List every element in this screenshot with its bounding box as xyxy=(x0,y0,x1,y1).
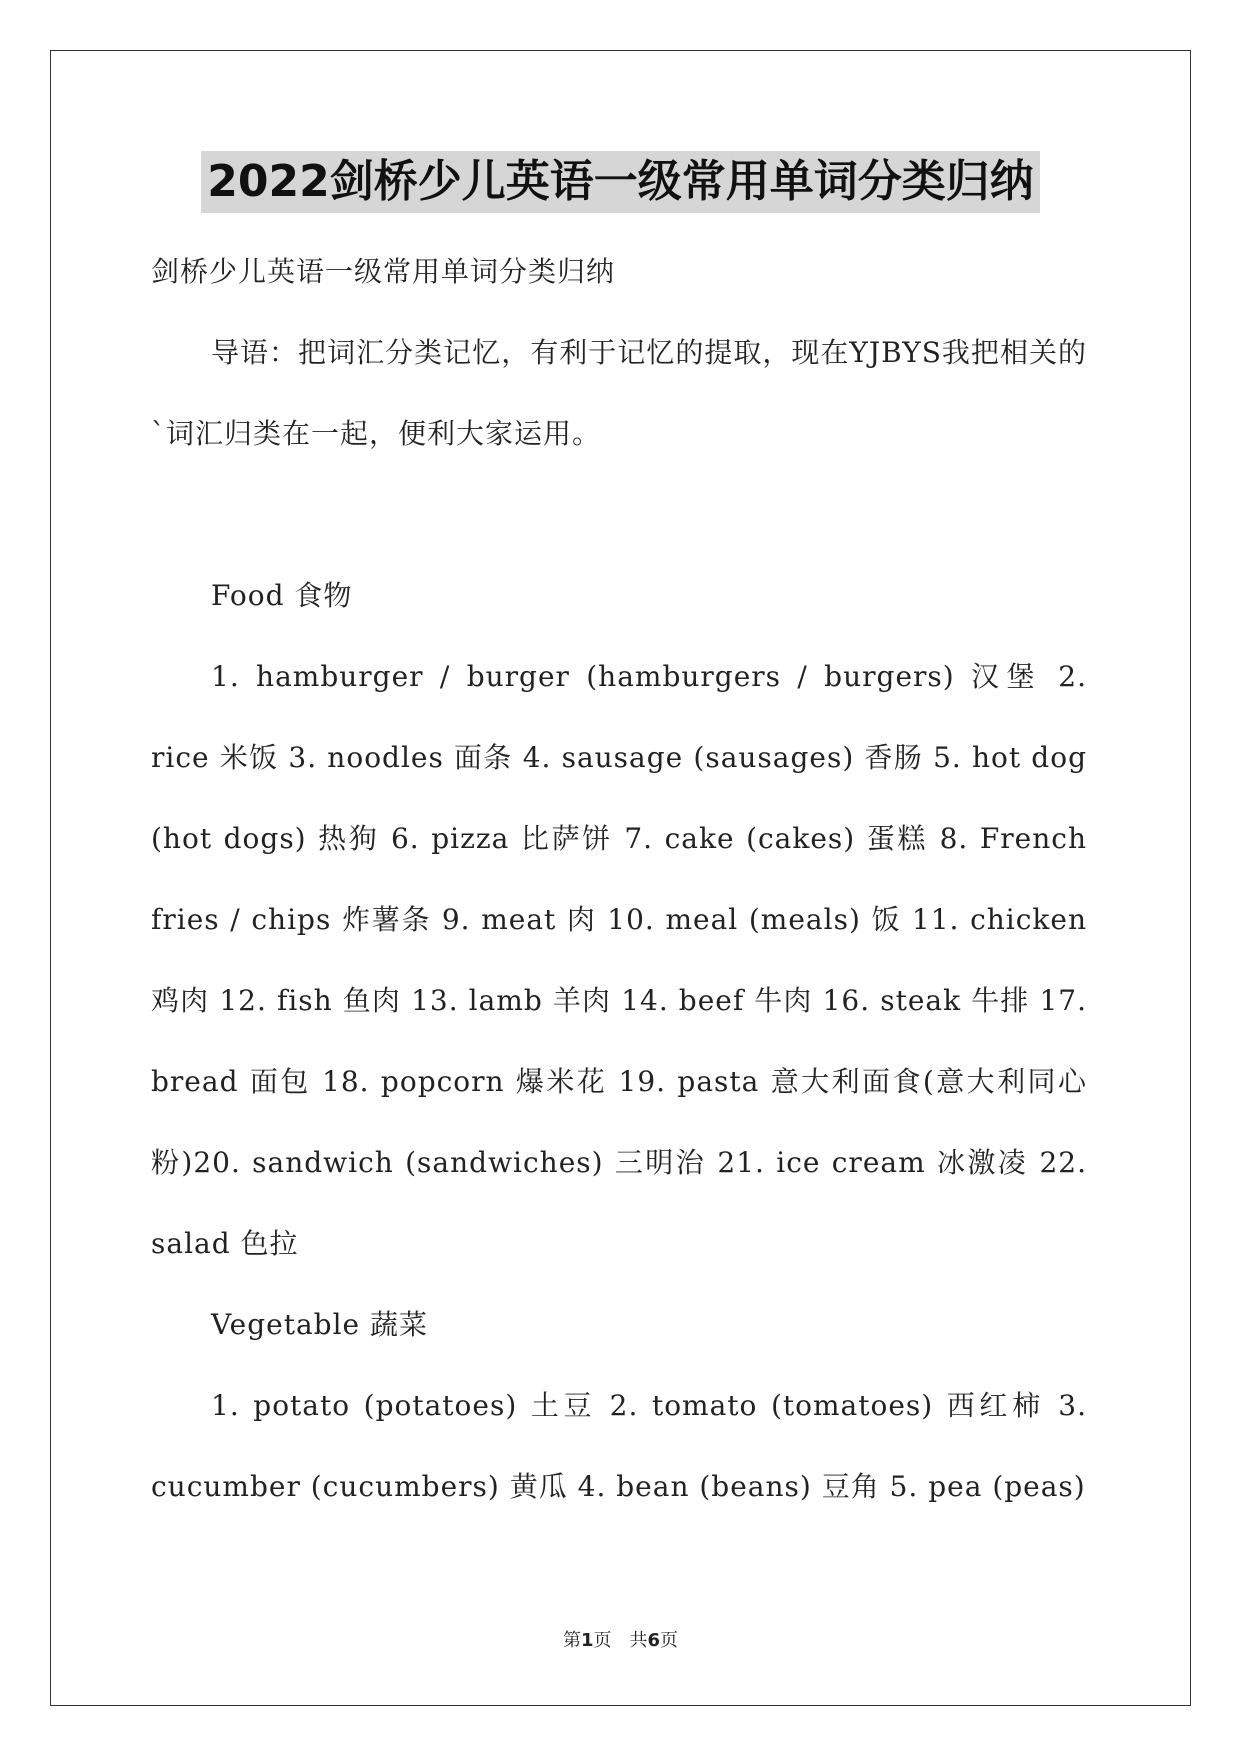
page-footer xyxy=(51,1626,1190,1652)
title-wrap xyxy=(51,151,1190,213)
footer-suffix: 页 xyxy=(660,1630,679,1651)
vegetable-paragraph: 1. potato (potatoes) 土豆 2. tomato (tomatoes) 西红柿 3. cucumber (cucumbers) 黄瓜 4. bean (beans) 豆角 5. pea (peas) xyxy=(151,1389,1087,1503)
footer-prefix: 第 xyxy=(562,1630,581,1651)
footer-middle: 页 共 xyxy=(593,1630,648,1651)
footer-total-pages: 6 xyxy=(647,1630,661,1651)
document-body xyxy=(151,231,1087,1527)
food-paragraph: 1. hamburger / burger (hamburgers / burgers) 汉堡 2. rice 米饭 3. noodles 面条 4. sausage (sausages) 香肠 5. hot dog (hot dogs) 热狗 6. pizza 比萨饼 7. cake (cakes) 蛋糕 8. French fries / chips 炸薯条 9. meat 肉 10. meal (meals) 饭 11. chicken 鸡肉 12. fish 鱼肉 13. lamb 羊肉 14. beef 牛肉 16. steak 牛排 17. bread 面包 18. popcorn 爆米花 19. pasta 意大利面食(意大利同心粉)20. sandwich (sandwiches) 三明治 21. ice cream 冰激凌 22. salad 色拉 xyxy=(151,660,1087,1260)
vegetable-heading: Vegetable 蔬菜 xyxy=(211,1308,429,1341)
food-heading: Food 食物 xyxy=(211,579,353,612)
page-frame xyxy=(50,50,1191,1706)
paragraph-gap xyxy=(151,474,1087,555)
footer-page-number: 1 xyxy=(580,1630,594,1651)
document-title: 2022剑桥少儿英语一级常用单词分类归纳 xyxy=(201,151,1039,213)
subtitle: 剑桥少儿英语一级常用单词分类归纳 xyxy=(151,255,616,288)
intro-paragraph: 导语：把词汇分类记忆，有利于记忆的提取，现在YJBYS我把相关的`词汇归类在一起，便利大家运用。 xyxy=(151,336,1087,450)
